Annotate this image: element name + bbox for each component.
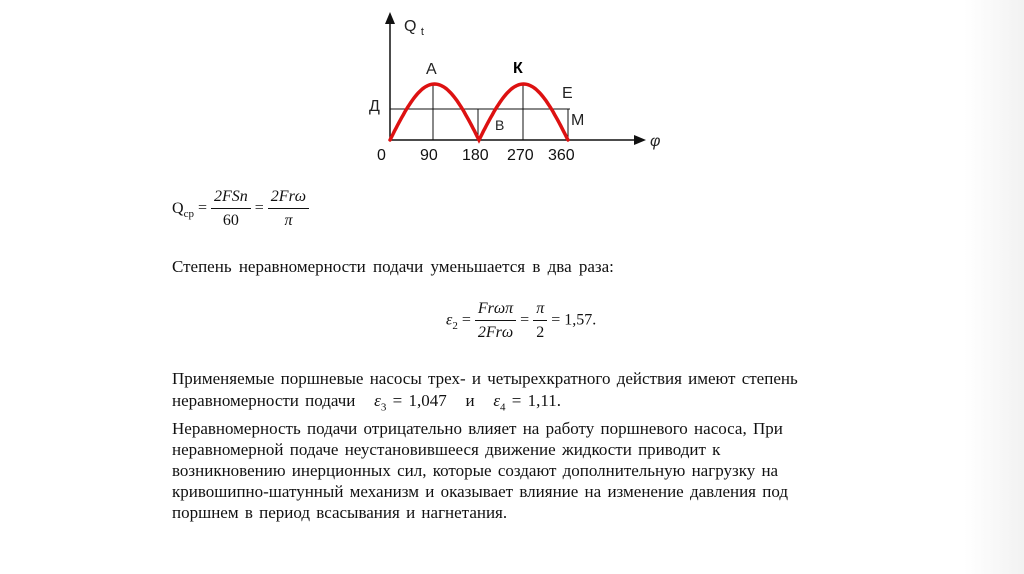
x-tick-270: 270 xyxy=(507,147,534,164)
point-b-label: B xyxy=(495,117,505,133)
point-d-label: Д xyxy=(369,98,380,115)
eps2-frac1: $\frac{\text{Frωπ}}{\text{2Frω}}$ xyxy=(475,300,516,342)
graph-axes xyxy=(385,12,646,145)
point-k-label: К xyxy=(513,60,523,77)
x-tick-180: 180 xyxy=(462,147,489,164)
qcp-frac1: $\frac{\text{2FSn}}{60}$ xyxy=(211,188,251,230)
point-a-label: A xyxy=(426,61,437,78)
point-e-label: E xyxy=(562,85,573,102)
eps3-symbol: ε xyxy=(374,391,381,410)
eps2-frac2: $\frac{\pi}{2}$ xyxy=(533,300,547,342)
qcp-frac2: $\frac{\text{2Frω}}{\pi}$ xyxy=(268,188,309,230)
x-tick-360: 360 xyxy=(548,147,575,164)
y-axis-label: Q $_t$ xyxy=(404,18,424,39)
paragraph-effects-line: возникновению инерционных сил, которые создают дополнительную нагрузку на xyxy=(172,461,779,480)
y-axis-arrow xyxy=(385,12,395,24)
text-uneven-reduction: Степень неравномерности подачи уменьшается в два раза: xyxy=(172,257,614,276)
paragraph-pump-types-line2: неравномерности подачи $\varepsilon_3 = 1,047$ и $\varepsilon_4 = 1,11$. xyxy=(172,391,561,414)
qcp-eq2: = xyxy=(250,199,268,217)
point-m-label: M xyxy=(571,112,585,129)
eps4-symbol: ε xyxy=(493,391,501,410)
formula-qcp xyxy=(172,188,309,230)
x-tick-90: 90 xyxy=(420,147,438,164)
slide-edge-shadow xyxy=(964,0,1024,574)
qcp-eq1: = xyxy=(193,199,211,217)
paragraph-effects-line: кривошипно-шатунный механизм и оказывает влияние на изменение давления под xyxy=(172,482,789,501)
paragraph-effects-line: Неравномерность подачи отрицательно влияет на работу поршневого насоса, При xyxy=(172,419,783,438)
x-axis-label: φ xyxy=(650,133,661,150)
x-tick-0: 0 xyxy=(377,147,386,164)
x-axis-arrow xyxy=(634,135,646,145)
flow-curve xyxy=(390,84,568,140)
formula-eps2: $\varepsilon_2$ = $\frac{\text{Frωπ}}{\text{2Frω}}$ = $\frac{\pi}{2}$ = 1,57. xyxy=(446,300,597,341)
paragraph-effects-line: неравномерной подаче неустановившееся движение жидкости приводит к xyxy=(172,440,721,459)
paragraph-effects-line: поршнем в период всасывания и нагнетания. xyxy=(172,503,508,522)
eps2-symbol: ε xyxy=(446,311,453,329)
paragraph-pump-types-line1: Применяемые поршневые насосы трех- и четырехкратного действия имеют степень xyxy=(172,369,798,388)
eps2-result: = 1,57. xyxy=(547,311,597,329)
paragraph-effects xyxy=(172,418,788,523)
qcp-lhs: $Q_{cp}$ xyxy=(172,199,194,220)
flow-graph xyxy=(0,0,700,180)
